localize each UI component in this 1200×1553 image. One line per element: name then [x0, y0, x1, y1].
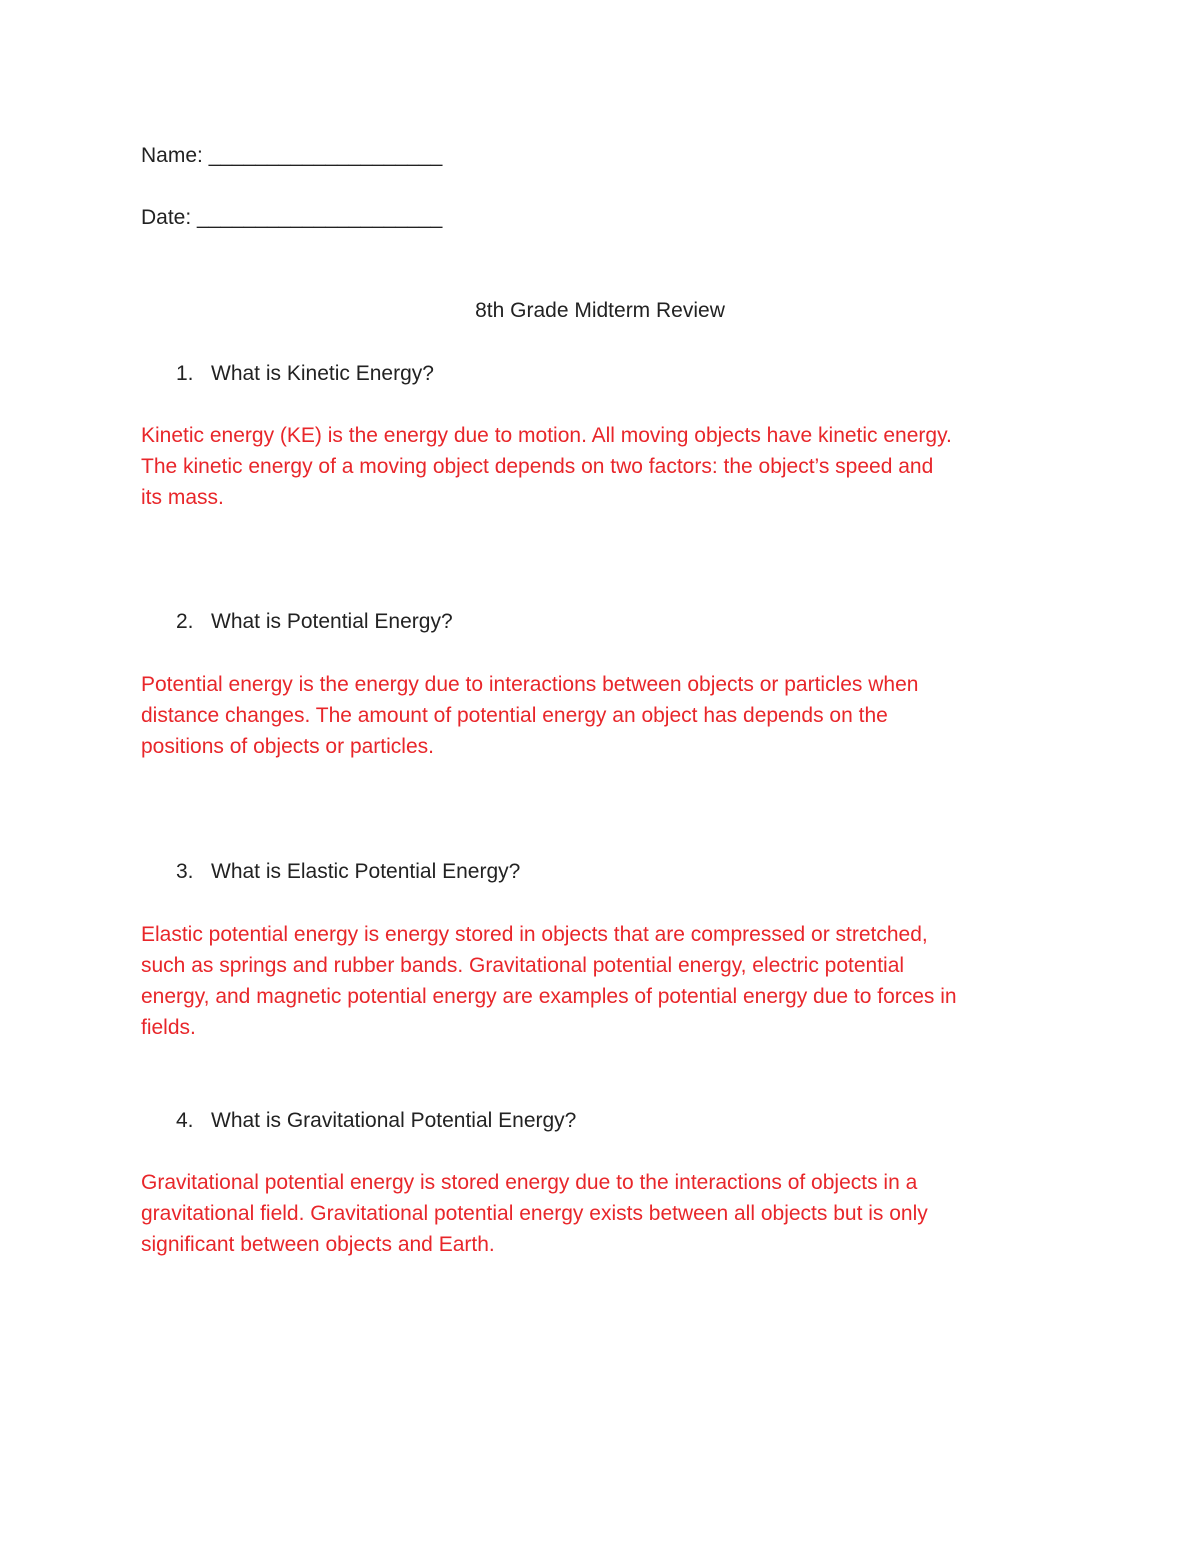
- answer-line: fields.: [141, 1016, 196, 1039]
- answer-line: The kinetic energy of a moving object depends on two factors: the object’s speed and: [141, 455, 934, 478]
- name-label: Name:: [141, 144, 203, 167]
- answer-line: distance changes. The amount of potential energy an object has depends on the: [141, 704, 888, 727]
- answer-line: Gravitational potential energy is stored energy due to the interactions of objects in a: [141, 1171, 918, 1194]
- answer-line: Potential energy is the energy due to interactions between objects or particles when: [141, 673, 919, 696]
- answer-3: [141, 919, 1071, 1043]
- answer-line: gravitational field. Gravitational potential energy exists between all objects but is only: [141, 1202, 928, 1225]
- answer-line: Kinetic energy (KE) is the energy due to motion. All moving objects have kinetic energy.: [141, 424, 952, 447]
- answer-line: energy, and magnetic potential energy are examples of potential energy due to forces in: [141, 985, 957, 1008]
- date-label: Date:: [141, 206, 192, 229]
- question-text: What is Potential Energy?: [211, 610, 453, 633]
- answer-line: Elastic potential energy is energy stored in objects that are compressed or stretched,: [141, 923, 928, 946]
- date-field: [141, 206, 442, 230]
- answer-line: its mass.: [141, 486, 224, 509]
- answer-4: [141, 1167, 1071, 1260]
- name-blank: ____________________: [208, 144, 443, 167]
- question-number: 2.: [176, 610, 194, 633]
- answer-line: significant between objects and Earth.: [141, 1233, 495, 1256]
- question-text: What is Elastic Potential Energy?: [211, 860, 521, 883]
- answer-line: such as springs and rubber bands. Gravitational potential energy, electric potential: [141, 954, 905, 977]
- answer-line: positions of objects or particles.: [141, 735, 434, 758]
- date-blank: _____________________: [197, 206, 443, 229]
- question-number: 4.: [176, 1109, 194, 1132]
- question-number: 3.: [176, 860, 194, 883]
- question-text: What is Kinetic Energy?: [211, 362, 434, 385]
- question-number: 1.: [176, 362, 194, 385]
- page-title: 8th Grade Midterm Review: [475, 299, 725, 322]
- answer-1: [141, 420, 1071, 513]
- name-field: [141, 144, 442, 168]
- question-text: What is Gravitational Potential Energy?: [211, 1109, 577, 1132]
- answer-2: [141, 669, 1071, 762]
